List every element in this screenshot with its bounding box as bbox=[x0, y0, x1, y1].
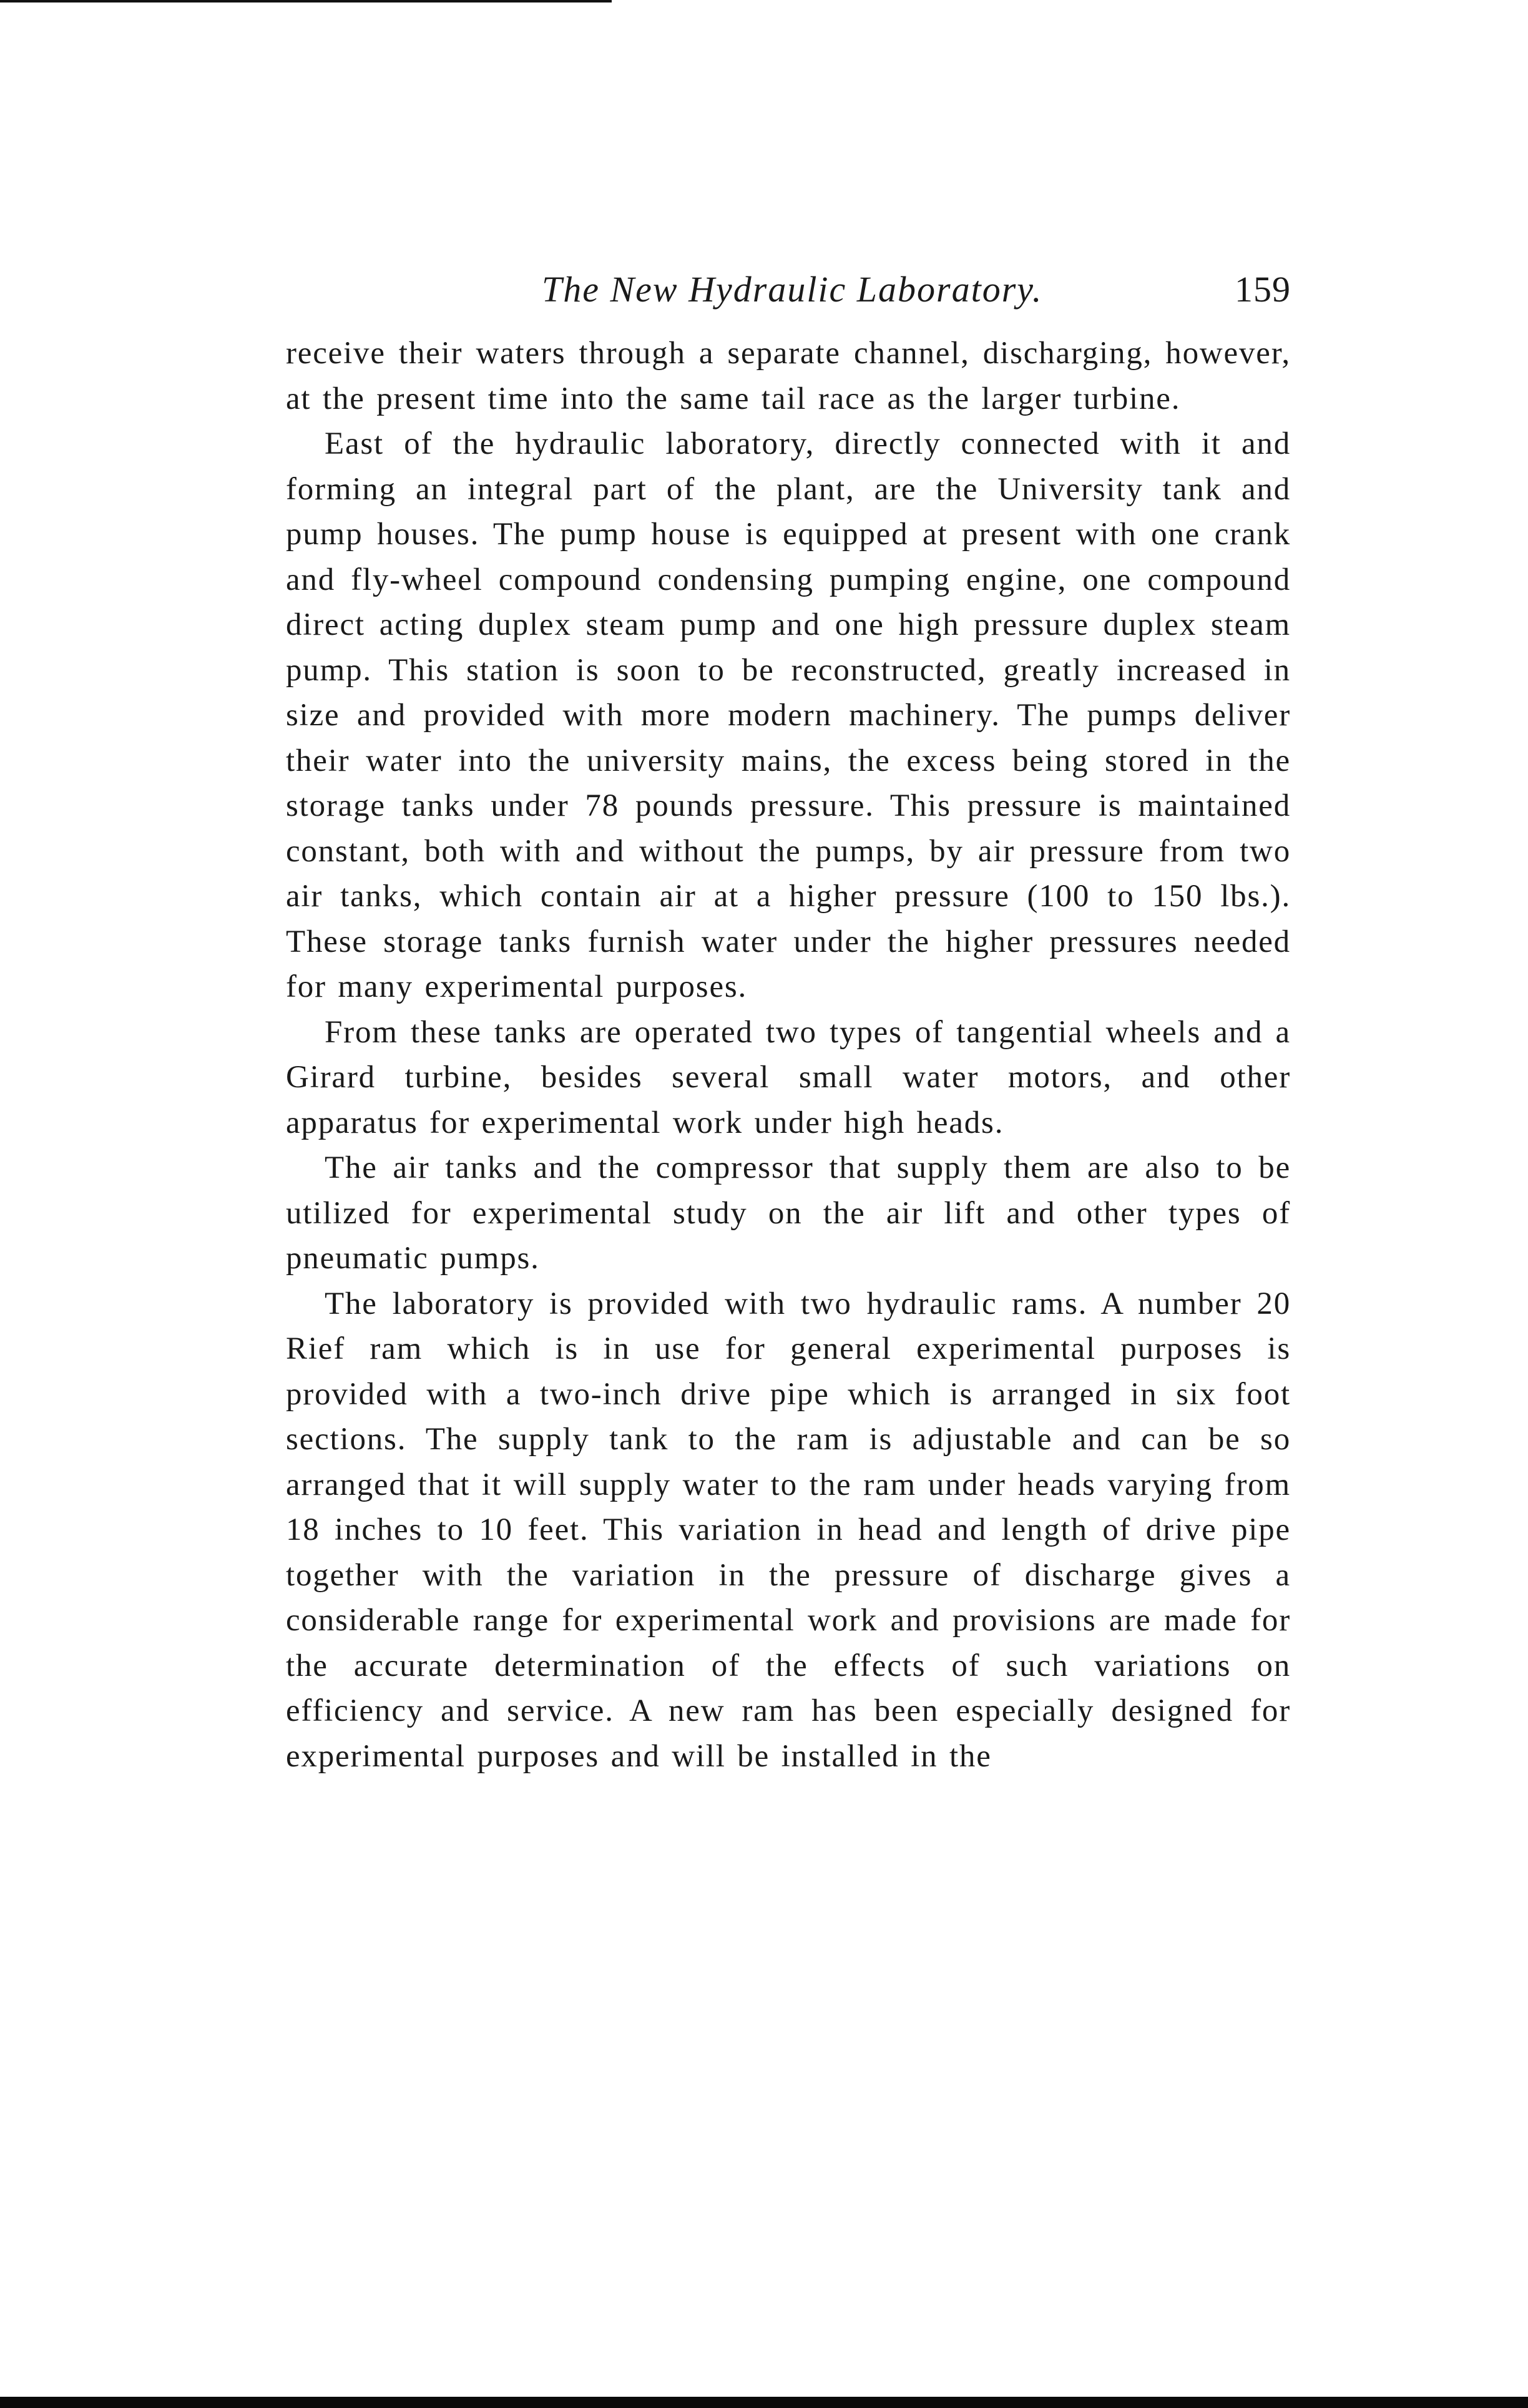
paragraph-tangential-wheels: From these tanks are operated two types of tangential wheels and a Girard turbine, besides several small water motors, and other apparatus for experimental work under high heads. bbox=[286, 1014, 1291, 1140]
running-head bbox=[286, 268, 1291, 318]
bottom-scan-edge bbox=[0, 2397, 1528, 2408]
book-page bbox=[286, 268, 1291, 1779]
paragraph-hydraulic-rams: The laboratory is provided with two hydraulic rams. A number 20 Rief ram which is in use for general experimental purposes is provided with a two-inch drive pipe which is arranged in six foot sections. The supply tank to the ram is adjustable and can be so arranged that it will supply water to the ram under heads varying from 18 inches to 10 feet. This variation in head and length of drive pipe together with the variation in the pressure of discharge gives a considerable range for experimental work and provisions are made for the accurate determination of the effects of such variations on efficiency and service. A new ram has been especially designed for experimental purposes and will be installed in the bbox=[286, 1286, 1291, 1774]
page-number: 159 bbox=[1235, 269, 1291, 310]
paragraph-air-tanks: The air tanks and the compressor that supply them are also to be utilized for experimental study on the air lift and other types of pneumatic pumps. bbox=[286, 1150, 1291, 1276]
top-scan-rule bbox=[0, 0, 612, 2]
paragraph-continued: receive their waters through a separate channel, discharging, however, at the present time into the same tail race as the larger turbine. bbox=[286, 336, 1291, 416]
paragraph-pump-houses: East of the hydraulic laboratory, directly connected with it and forming an integral part of the plant, are the University tank and pump houses. The pump house is equipped at present with one crank and fly-wheel compound condensing pumping engine, one compound direct acting duplex steam pump and one high pressure duplex steam pump. This station is soon to be reconstructed, greatly increased in size and provided with more modern machinery. The pumps deliver their water into the university mains, the excess being stored in the storage tanks under 78 pounds pressure. This pressure is maintained constant, both with and without the pumps, by air pressure from two air tanks, which contain air at a higher pressure (100 to 150 lbs.). These storage tanks furnish water under the higher pressures needed for many experimental purposes. bbox=[286, 426, 1291, 1004]
body-text bbox=[286, 331, 1291, 1779]
running-title: The New Hydraulic Laboratory. bbox=[542, 269, 1043, 310]
